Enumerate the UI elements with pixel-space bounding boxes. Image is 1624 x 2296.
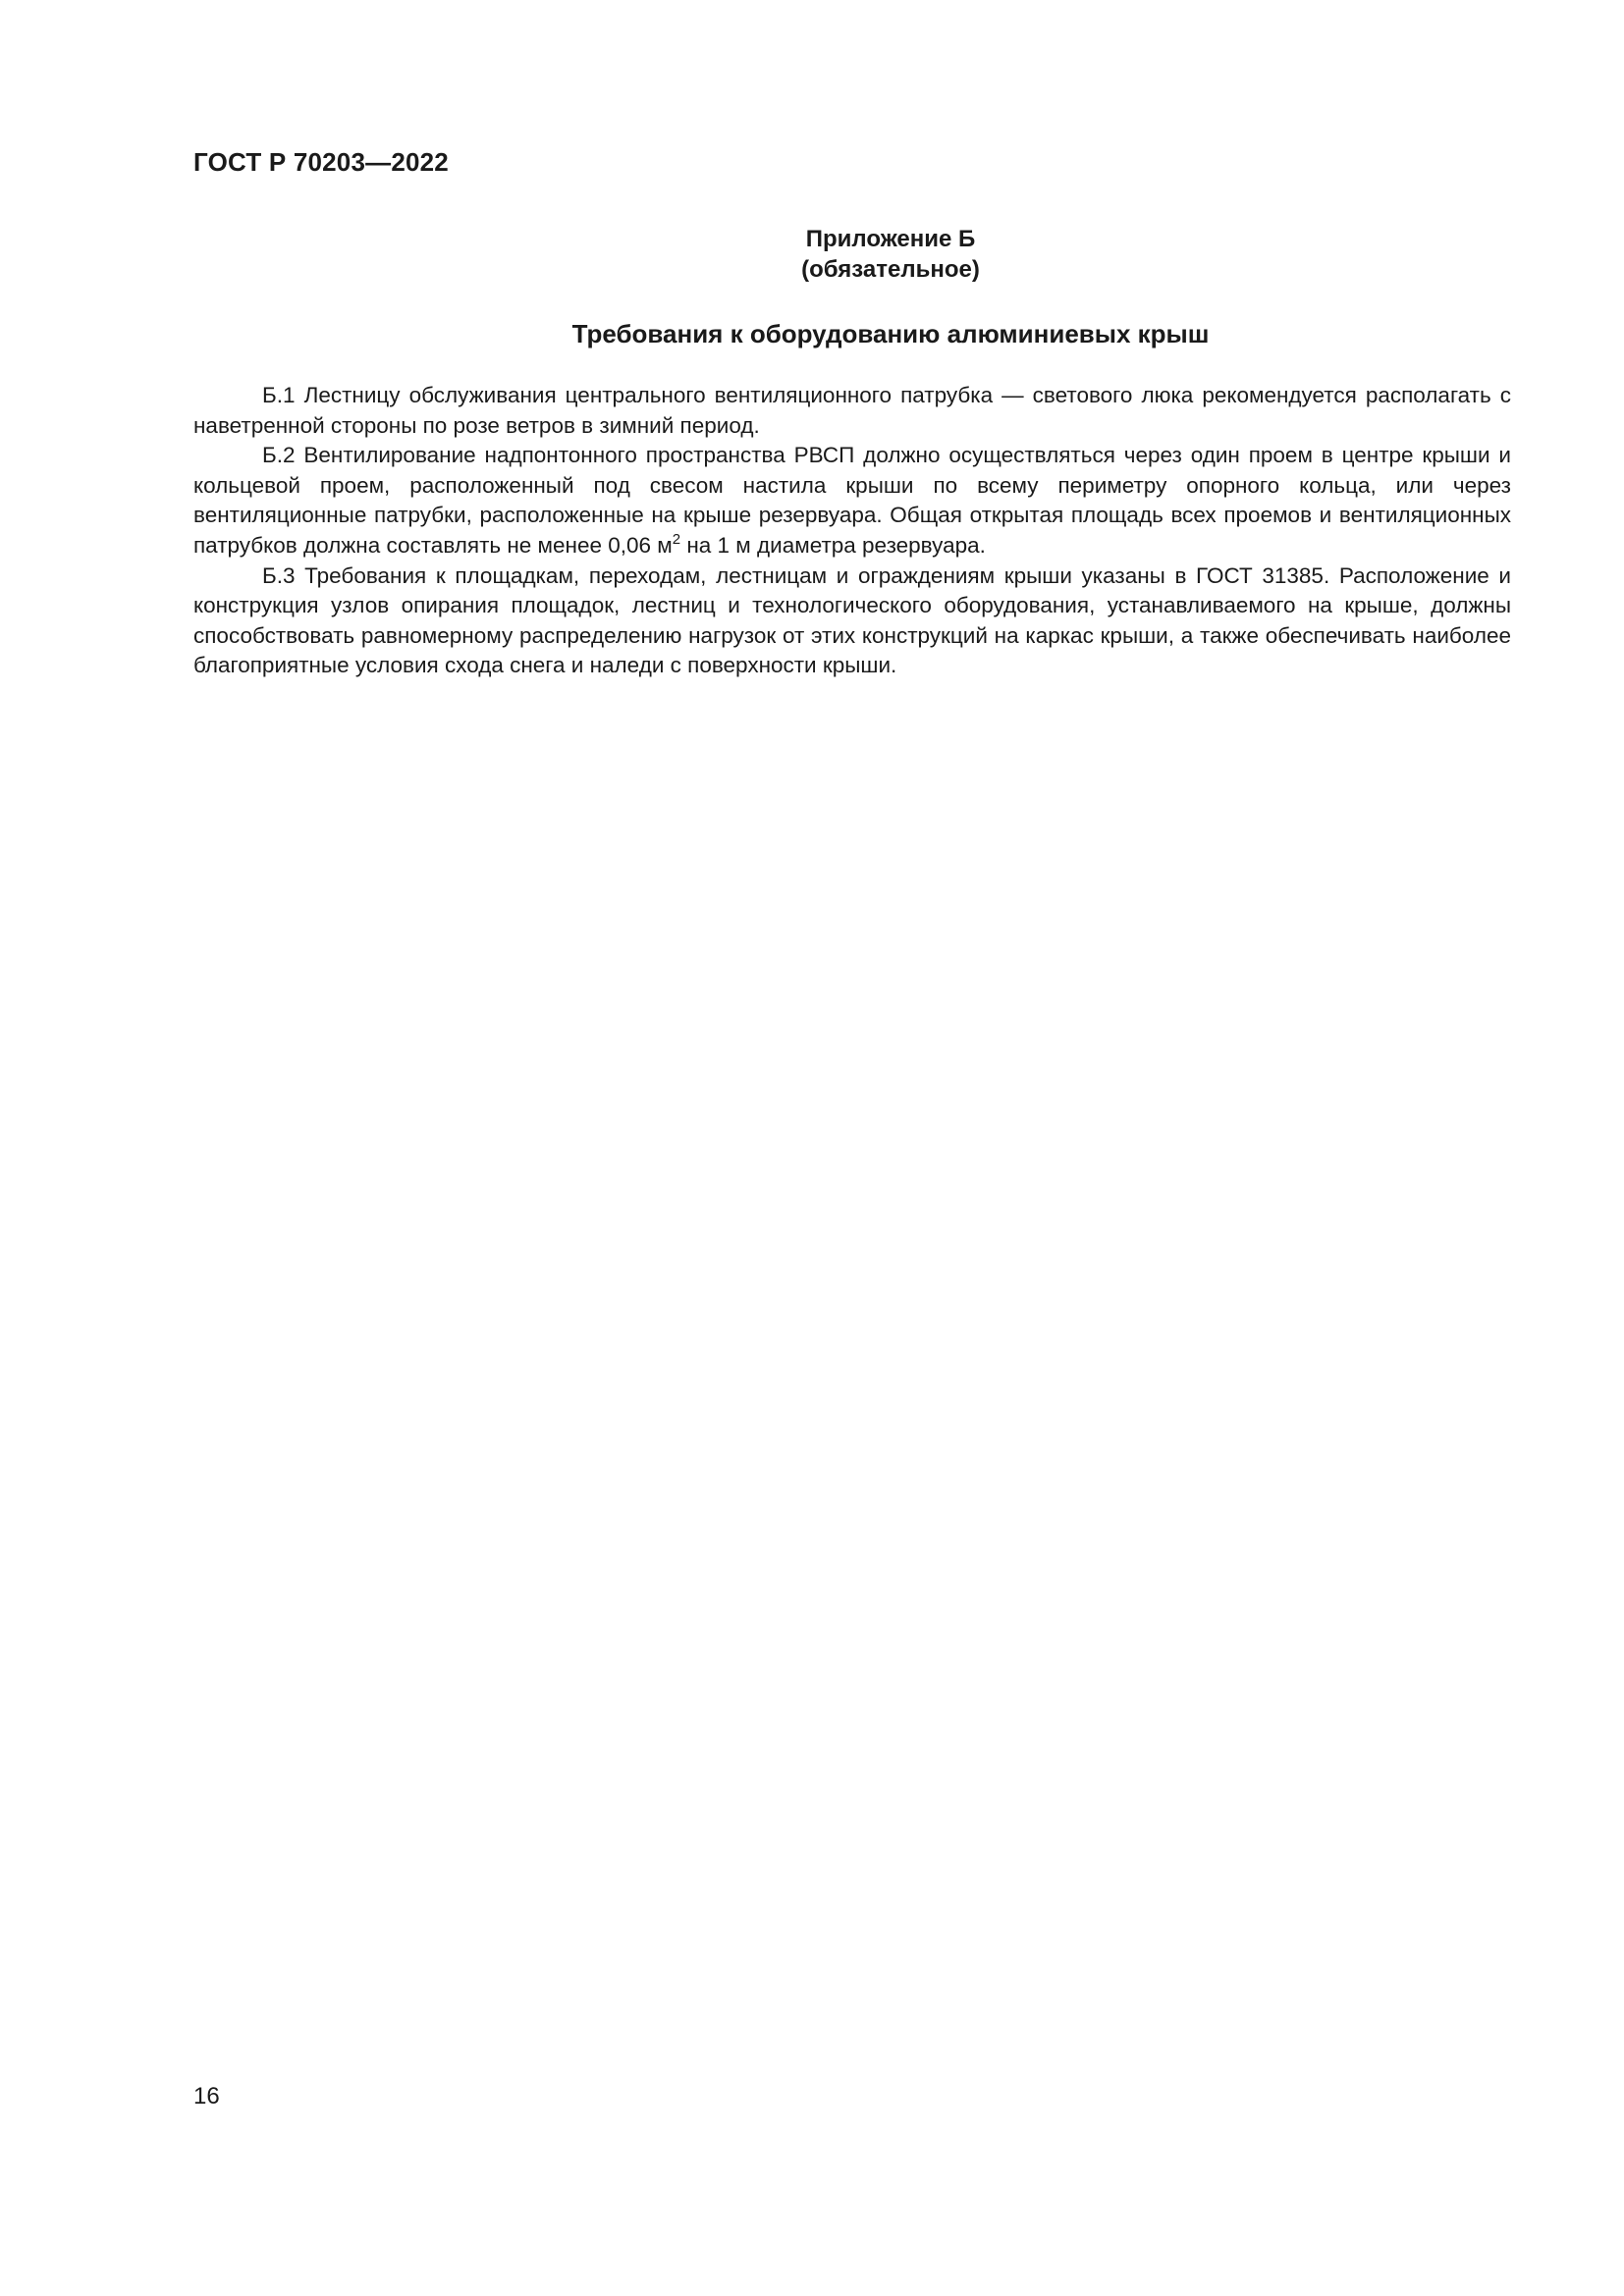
annex-status: (обязательное) bbox=[801, 256, 980, 283]
paragraph-b2-text: Б.2 Вентилирование надпонтонного пространства РВСП должно осуществляться через один проем в центре крыши и кольцевой проем, расположенный под свесом настила крыши по всему периметру опорного кольца, или через вентиляционные патрубки, расположенные на крыше резервуара. Общая открытая площадь всех проемов и вентиляционных патрубков должна составлять не менее 0,06 м bbox=[193, 443, 1511, 558]
section-title-container bbox=[0, 319, 1624, 349]
superscript-exponent: 2 bbox=[672, 530, 681, 548]
page-number: 16 bbox=[193, 2083, 220, 2109]
annex-title: Приложение Б bbox=[805, 226, 976, 252]
paragraph-b3: Б.3 Требования к площадкам, переходам, лестницам и ограждениям крыши указаны в ГОСТ 31385. Расположение и конструкция узлов опирания площадок, лестниц и технологического оборудования, устанавливаемого на крыше, должны способствовать равномерному распределению нагрузок от этих конструкций на каркас крыши, а также обеспечивать наиболее благоприятные условия схода снега и наледи с поверхности крыши. bbox=[193, 562, 1511, 678]
document-code: ГОСТ Р 70203—2022 bbox=[193, 147, 449, 177]
section-title: Требования к оборудованию алюминиевых крыш bbox=[571, 319, 1210, 348]
paragraph-b2-text-end: на 1 м диаметра резервуара. bbox=[680, 532, 986, 558]
document-body bbox=[193, 381, 1511, 681]
annex-heading bbox=[0, 224, 1624, 285]
paragraph-b2 bbox=[193, 441, 1511, 561]
paragraph-b1: Б.1 Лестницу обслуживания центрального вентиляционного патрубка — светового люка рекомендуется располагать с наветренной стороны по розе ветров в зимний период. bbox=[193, 383, 1511, 438]
